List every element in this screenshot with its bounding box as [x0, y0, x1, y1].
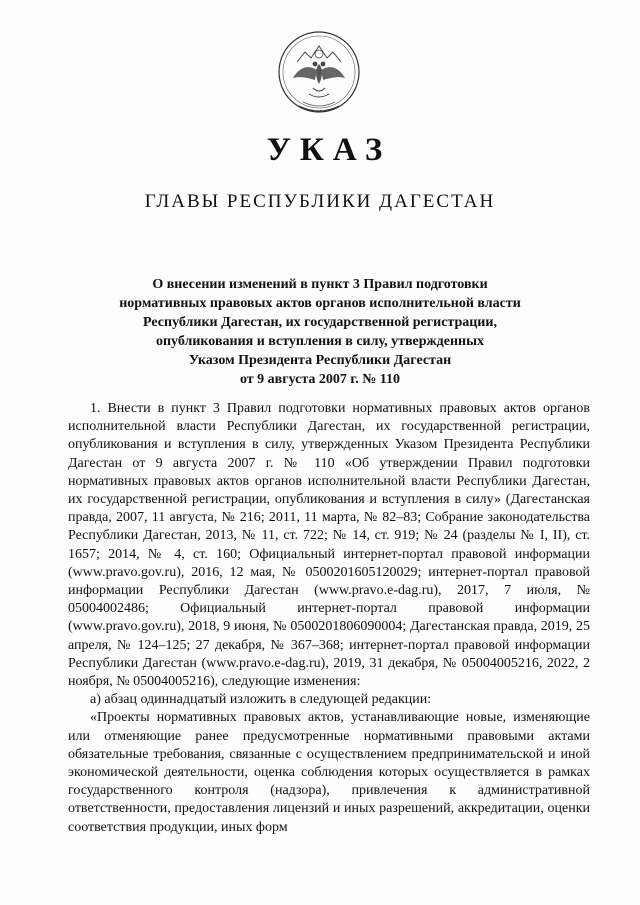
- decree-body: [68, 400, 590, 837]
- heading-line: от 9 августа 2007 г. № 110: [239, 372, 400, 387]
- heading-line: Указом Президента Республики Дагестан: [188, 353, 452, 368]
- decree-issuer: ГЛАВЫ РЕСПУБЛИКИ ДАГЕСТАН: [144, 191, 496, 212]
- heading-line: нормативных правовых актов органов исполнительной власти: [119, 296, 521, 311]
- coat-of-arms-emblem: [275, 28, 363, 120]
- heading-line: О внесении изменений в пункт 3 Правил подготовки: [152, 277, 488, 292]
- heading-line: опубликования и вступления в силу, утвержденных: [155, 334, 485, 349]
- heading-line: Республики Дагестан, их государственной регистрации,: [143, 315, 497, 330]
- body-paragraph: а) абзац одиннадцатый изложить в следующей редакции:: [90, 692, 432, 708]
- body-paragraph: «Проекты нормативных правовых актов, устанавливающие новые, изменяющие или отменяющие ранее предусмотренные нормативными правовыми актами обязательные требования, связанные с осуществлением предпринимательской и иной экономической деятельности, оценка соблюдения которых осуществляется в рамках государственного контроля (надзора), привлечения к административной ответственности, предоставления лицензий и иных разрешений, аккредитации, оценки соответствия продукции, иных форм: [68, 710, 590, 835]
- decree-title: УКАЗ: [266, 132, 392, 168]
- decree-heading: [100, 275, 540, 389]
- body-paragraph: 1. Внести в пункт 3 Правил подготовки нормативных правовых актов органов исполнительной власти Республики Дагестан, их государственной регистрации, опубликования и вступления в силу, утвержденных Указом Президента Республики Дагестан от 9 августа 2007 г. № 110 «Об утверждении Правил подготовки нормативных правовых актов органов исполнительной власти Республики Дагестан, их государственной регистрации, опубликования и вступления в силу» (Дагестанская правда, 2007, 11 августа, № 216; 2011, 11 марта, № 82–83; Собрание законодательства Республики Дагестан, 2013, № 11, ст. 722; № 14, ст. 919; № 24 (разделы № I, II), ст. 1657; 2014, № 4, ст. 160; Официальный интернет-портал правовой информации (www.pravo.gov.ru), 2016, 12 мая, № 0500201605120029; интернет-портал правовой информации Республики Дагестан (www.pravo.e-dag.ru), 2017, 7 июля, № 05004002486; Официальный интернет-портал правовой информации (www.pravo.gov.ru), 2018, 9 июня, № 0500201806090004; Дагестанская правда, 2019, 25 апреля, № 124–125; 27 декабря, № 367–368; интернет-портал правовой информации Республики Дагестан (www.pravo.e-dag.ru), 2019, 31 декабря, № 05004005216, 2022, 2 ноября, № 05004005216), следующие изменения:: [68, 401, 590, 690]
